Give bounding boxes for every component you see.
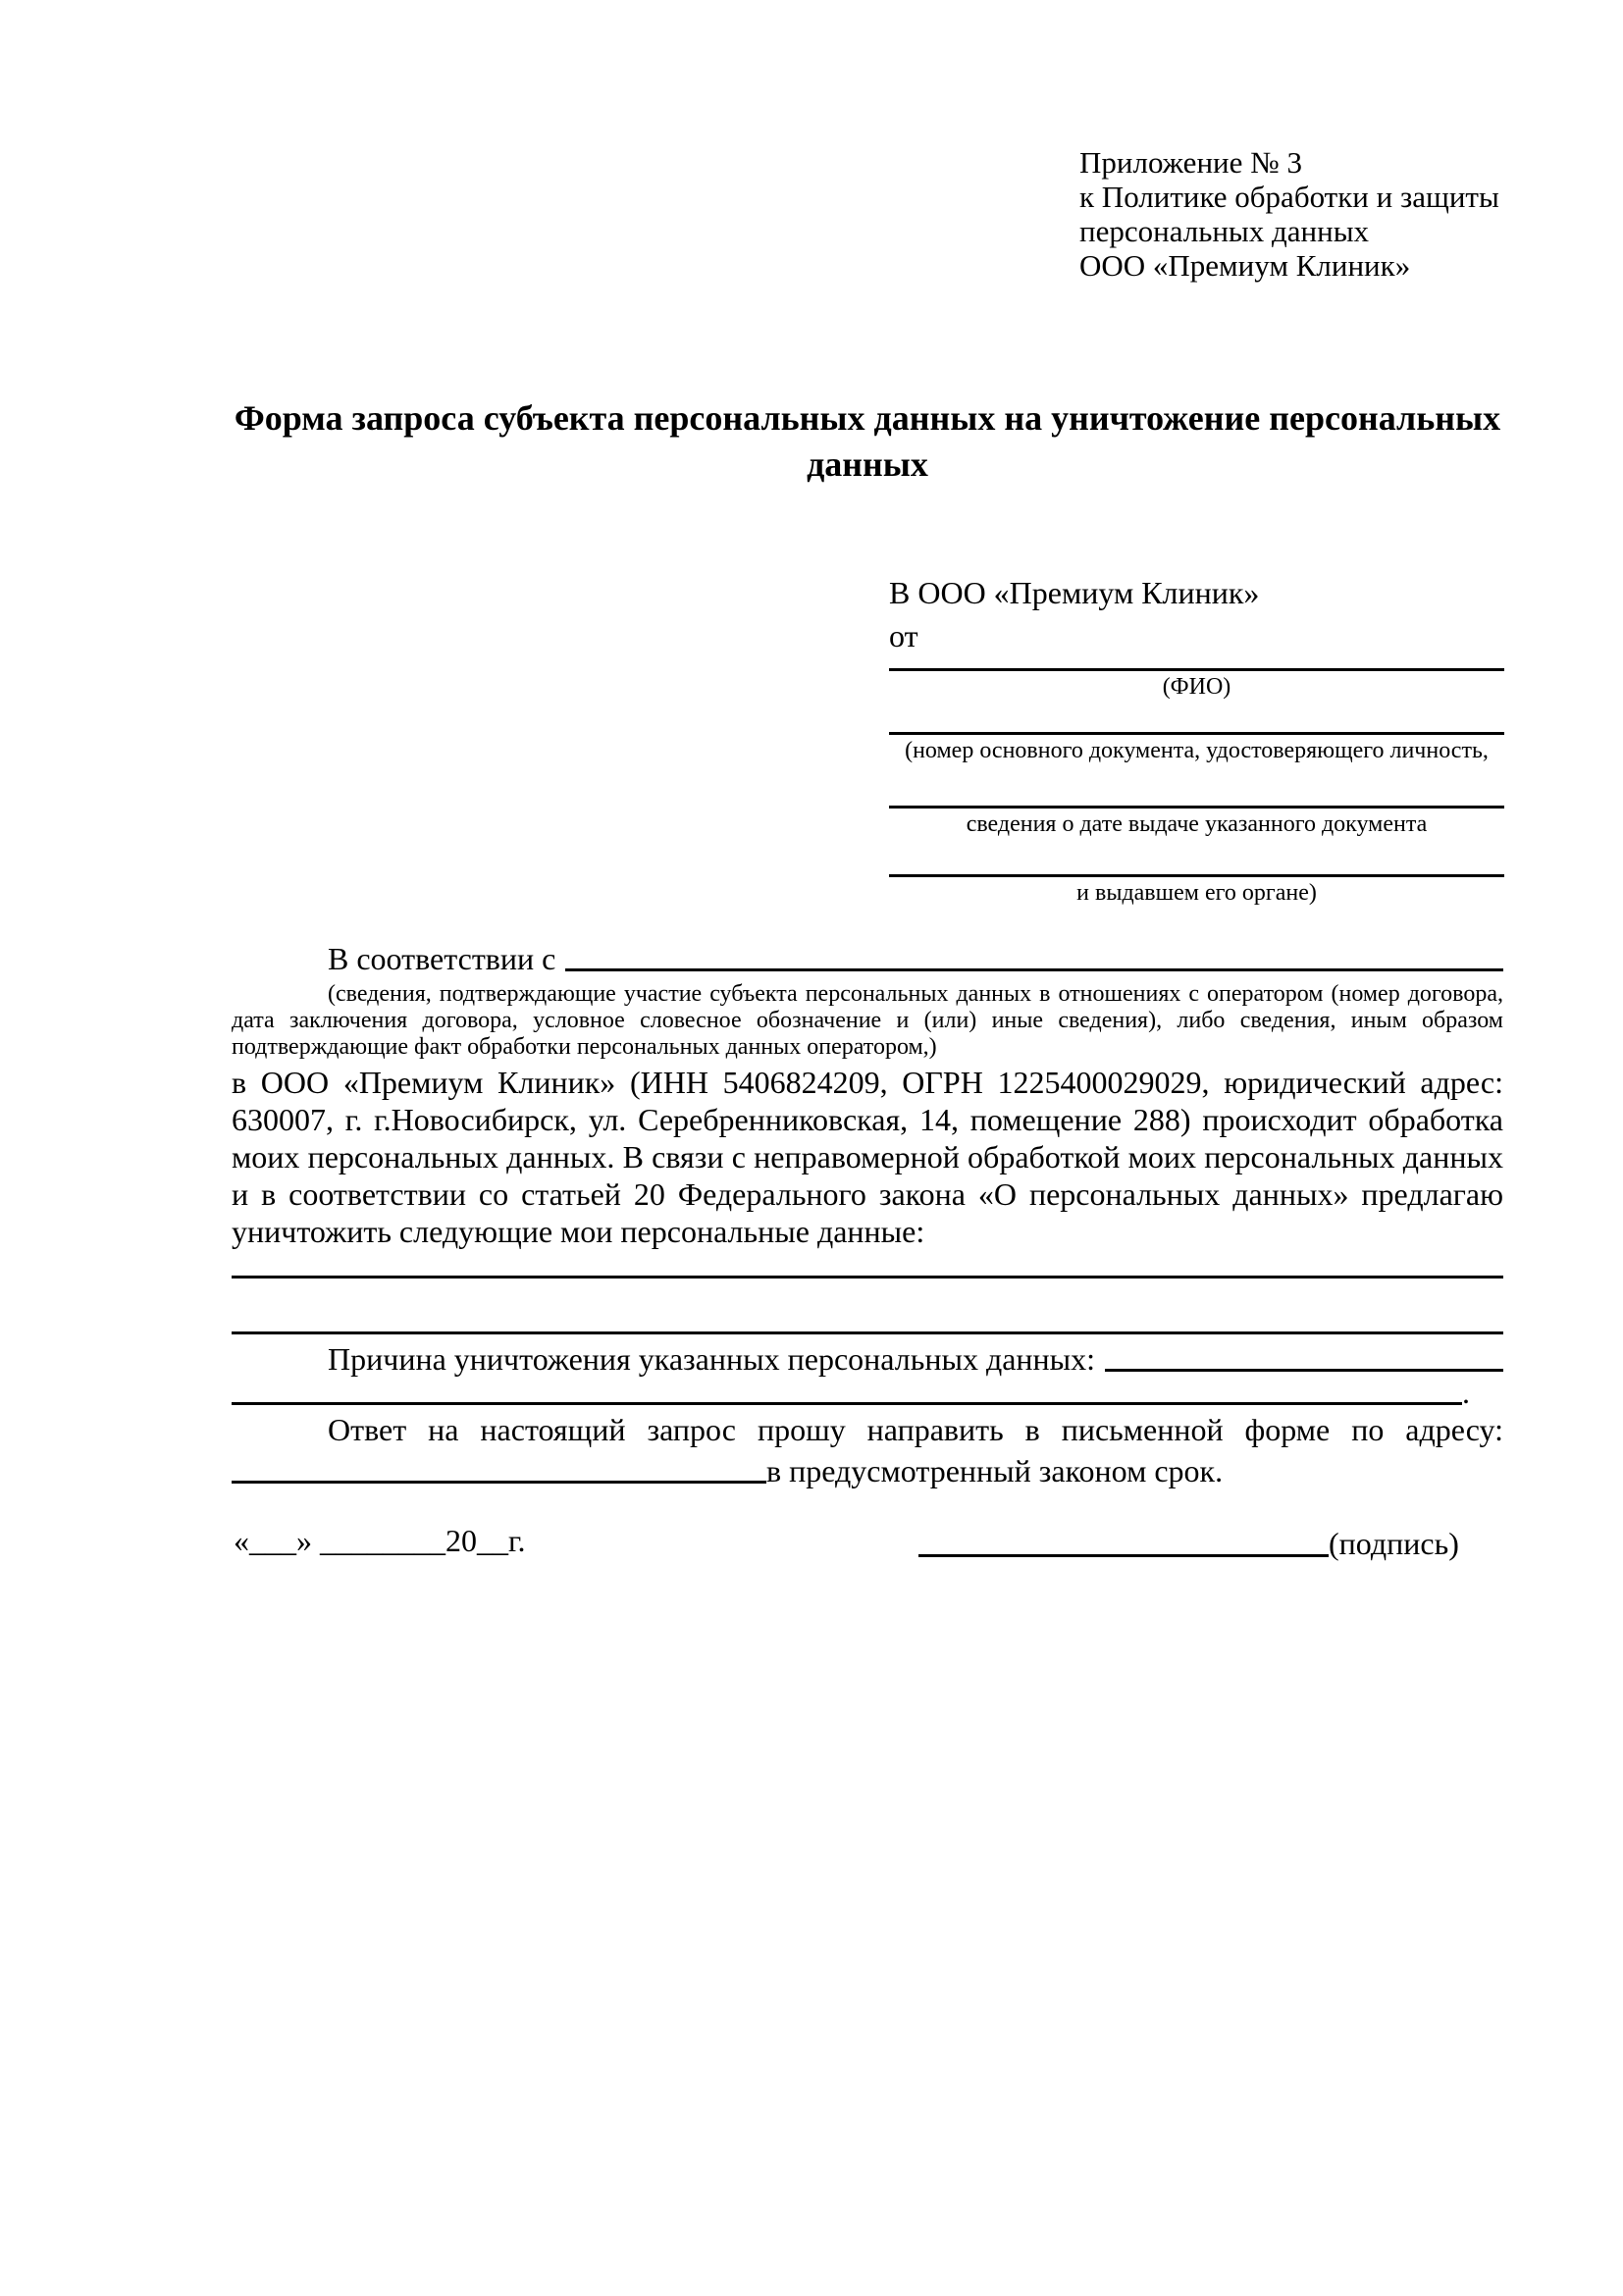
page-title: Форма запроса субъекта персональных данных на уничтожение персональных данных: [234, 398, 1501, 484]
answer-request-paragraph: Ответ на настоящий запрос прошу направить в письменной форме по адресу:: [328, 1412, 1503, 1447]
date-blank: «___» ________20__г.: [234, 1523, 526, 1558]
fio-blank-line: [889, 668, 1504, 671]
document-issuer-caption: и выдавшем его органе): [1076, 880, 1317, 906]
data-blank-line-2: [232, 1331, 1503, 1334]
document-issuer-blank-line: [889, 874, 1504, 877]
appendix-block: [1079, 145, 1499, 283]
document-number-caption: (номер основного документа, удостоверяющего личность,: [905, 738, 1489, 763]
document-date-caption: сведения о дате выдаче указанного документа: [966, 811, 1428, 837]
answer-suffix: в предусмотренный законом срок.: [766, 1453, 1224, 1488]
document-number-blank-line: [889, 732, 1504, 735]
addressee-from-label: от: [889, 618, 918, 653]
signature-blank-line: [918, 1554, 1329, 1557]
appendix-line-3: персональных данных: [1079, 214, 1370, 248]
signature-caption: (подпись): [1329, 1526, 1459, 1561]
according-blank-line: [565, 968, 1503, 971]
addressee-organization: В ООО «Премиум Клиник»: [889, 575, 1260, 610]
line-terminator: .: [1462, 1375, 1470, 1410]
document-date-blank-line: [889, 806, 1504, 809]
fio-caption: (ФИО): [1162, 674, 1231, 700]
according-label: В соответствии с: [328, 941, 556, 976]
appendix-line-4: ООО «Премиум Клиник»: [1079, 248, 1411, 283]
footnote-text: (сведения, подтверждающие участие субъекта персональных данных в отношениях с оператором (номер договора, дата заключения договора, условное словесное обозначение и (или) иные сведения), либо сведения, иным образом подтверждающие факт обработки персональных данных оператором,): [232, 981, 1503, 1060]
reason-continuation-row: [232, 1372, 1470, 1411]
appendix-line-2: к Политике обработки и защиты: [1079, 180, 1499, 214]
according-row: [232, 934, 1503, 977]
reason-blank-line-2: [232, 1402, 1462, 1405]
main-paragraph: в ООО «Премиум Клиник» (ИНН 5406824209, ОГРН 1225400029029, юридический адрес: 630007, г. г.Новосибирск, ул. Серебренниковская, 14, помещение 288) происходит обработка моих персональных данных. В связи с неправомерной обработкой моих персональных данных и в соответствии со статьей 20 Федерального закона «О персональных данных» предлагаю уничтожить следующие мои персональные данные:: [232, 1065, 1503, 1249]
reason-label: Причина уничтожения указанных персональных данных:: [328, 1341, 1096, 1377]
signature-row: [918, 1523, 1459, 1562]
answer-continuation-row: [232, 1450, 1503, 1489]
appendix-line-1: Приложение № 3: [1079, 145, 1302, 180]
data-blank-line-1: [232, 1276, 1503, 1278]
address-blank-line: [232, 1481, 766, 1484]
